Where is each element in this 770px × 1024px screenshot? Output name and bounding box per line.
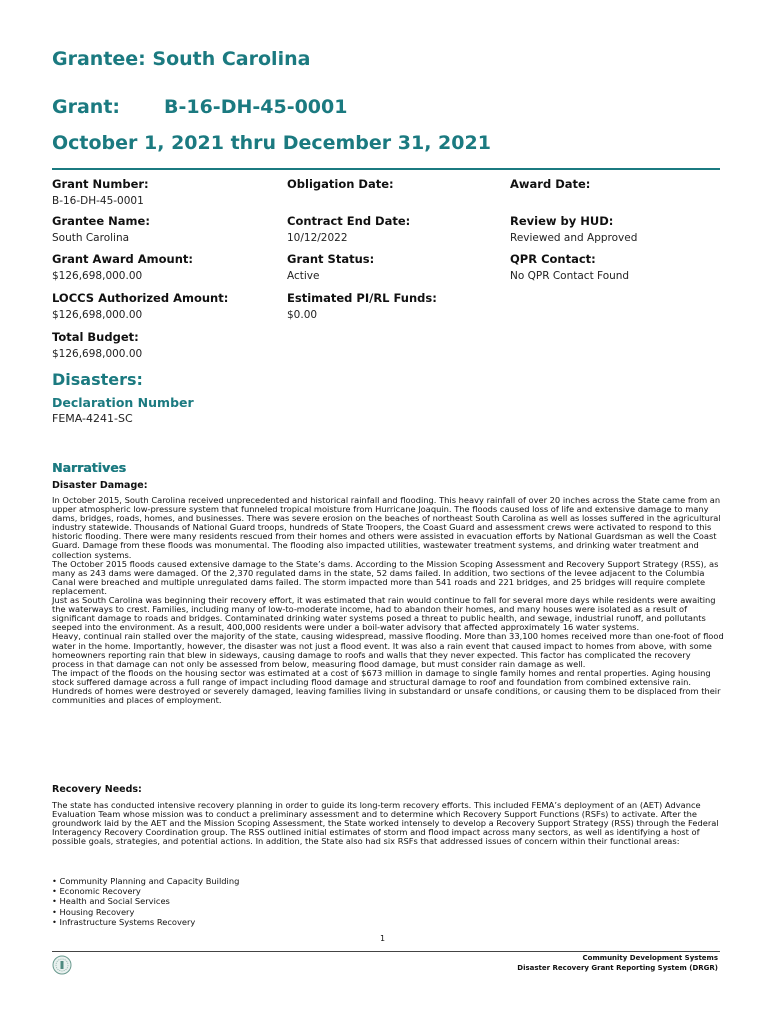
grantee-name-value: South Carolina [52,232,130,244]
grant-label: Grant: [52,96,120,118]
loccs-value: $126,698,000.00 [52,309,143,321]
loccs-field [52,291,228,321]
disaster-damage-heading: Disaster Damage: [52,480,148,491]
qpr-contact-label: QPR Contact: [510,252,596,266]
header-divider [52,168,720,170]
list-item: • Economic Recovery [52,886,141,897]
award-date-field [510,177,590,195]
recovery-needs-text [52,801,724,846]
footer-line-1: Community Development Systems [582,954,718,962]
footer-divider [52,951,720,952]
grant-number-field [52,177,149,207]
declaration-value: FEMA-4241-SC [52,412,133,425]
contract-end-field [287,214,410,244]
total-budget-value: $126,698,000.00 [52,348,143,360]
grantee-title: Grantee: South Carolina [52,48,311,70]
recovery-function-list [52,876,239,927]
contract-end-label: Contract End Date: [287,214,411,228]
list-item: • Infrastructure Systems Recovery [52,916,196,927]
grantee-name-field [52,214,150,244]
grant-status-label: Grant Status: [287,252,375,266]
total-budget-label: Total Budget: [52,330,139,344]
award-amount-field [52,252,193,282]
total-budget-field [52,330,142,360]
qpr-contact-field [510,252,629,282]
list-item: • Health and Social Services [52,896,170,907]
grant-number-value: B-16-DH-45-0001 [52,195,144,207]
loccs-label: LOCCS Authorized Amount: [52,291,229,305]
review-label: Review by HUD: [510,214,614,228]
qpr-contact-value: No QPR Contact Found [510,270,630,282]
page-number: 1 [380,934,386,943]
award-date-label: Award Date: [510,177,591,191]
damage-paragraph: Heavy, continual rain stalled over the majority of the state, causing widespread, massive flooding. More than 33,100 homes received more than one-foot of flood water in the home. Importantly, however, the disaster was not just a flood event. It was also a rain event that caused impact to homes from above, with some homeowners reporting rain that blew in sideways, causing damage to roofs and walls that they never expected. This factor has complicated the recovery process in that damage can not only be assessed from below, measuring flood damage, but must consider rain damage as well. [52,631,724,669]
disaster-damage-text [52,496,724,705]
recovery-needs-heading: Recovery Needs: [52,784,142,795]
grant-status-field [287,252,374,282]
damage-paragraph: In October 2015, South Carolina received unprecedented and historical rainfall and flooding. This heavy rainfall of over 20 inches across the State came from an upper atmospheric low-pressure system that funneled tropical moisture from Hurricane Joaquin. The floods caused loss of life and extensive damage to many dams, bridges, roads, homes, and businesses. There was severe erosion on the beaches of northeast South Carolina as well as losses suffered in the agricultural industry statewide. Thousands of National Guard troops, hundreds of State Troopers, the Coast Guard and assessment crews were activated to respond to this historic flooding. There were many residents rescued from their homes and others were assisted in evacuation efforts by National Guardsman as well the Coast Guard. Damage from these floods was monumental. The flooding also impacted utilities, wastewater treatment systems, and drinking water treatment and collection systems. [52,495,721,560]
period-title: October 1, 2021 thru December 31, 2021 [52,132,491,154]
damage-paragraph: Just as South Carolina was beginning their recovery effort, it was estimated that rain would continue to fall for several more days while residents were awaiting the waterways to crest. Families, including many of low-to-moderate income, had to abandon their homes, and many houses were isolated as a result of significant damage to roads and bridges. Contaminated drinking water systems posed a threat to public health, and sewage, industrial runoff, and pollutants seeped into the environment. As a result, 400,000 residents were under a boil-water advisory that affected approximately 16 water systems. [52,595,716,633]
review-value: Reviewed and Approved [510,232,638,244]
damage-paragraph: The impact of the floods on the housing sector was estimated at a cost of $673 million in damage to single family homes and rental properties. Aging housing stock suffered damage across a full range of impact including flood damage and structural damage to roof and foundation from combined extensive rain. Hundreds of homes were destroyed or severely damaged, leaving families living in substandard or unsafe conditions, or causing them to be displaced from their communities and places of employment. [52,667,721,706]
grant-number-label: Grant Number: [52,177,149,191]
footer-line-2: Disaster Recovery Grant Reporting System (DRGR) [517,964,718,972]
recovery-paragraph: The state has conducted intensive recovery planning in order to guide its long-term recovery efforts. This included FEMA’s deployment of an (AET) Advance Evaluation Team whose mission was to conduct a preliminary assessment and to determine which Recovery Support Functions (RSFs) to activate. After the groundwork laid by the AET and the Mission Scoping Assessment, the State worked intensely to develop a Recovery Support Strategy (RSS) through the Federal Interagency Recovery Coordination group. The RSS outlined initial estimates of storm and flood impact across many sectors, as well as identifying a host of possible goals, strategies, and potential actions. In addition, the State also had six RSFs that addressed issues of concern within their functional areas: [52,800,719,847]
pirl-value: $0.00 [287,309,318,321]
list-item: • Community Planning and Capacity Building [52,876,240,886]
award-amount-label: Grant Award Amount: [52,252,194,266]
review-field [510,214,637,244]
grant-status-value: Active [287,270,320,282]
contract-end-value: 10/12/2022 [287,232,348,244]
pirl-label: Estimated PI/RL Funds: [287,291,437,305]
list-item: • Housing Recovery [52,906,135,917]
pirl-field [287,291,437,321]
hud-seal-icon [52,955,72,975]
grantee-name-label: Grantee Name: [52,214,150,228]
narratives-heading: Narratives [52,460,126,475]
declaration-heading: Declaration Number [52,395,194,410]
disasters-heading: Disasters: [52,370,143,389]
obligation-date-field [287,177,394,195]
obligation-date-label: Obligation Date: [287,177,394,191]
damage-paragraph: The October 2015 floods caused extensive damage to the State’s dams. According to the Mission Scoping Assessment and Recovery Support Strategy (RSS), as many as 243 dams were damaged. Of the 2,370 regulated dams in the state, 52 dams failed. In addition, two sections of the levee adjacent to the Columbia Canal were breached and multiple unregulated dams failed. The storm impacted more than 541 roads and 221 bridges, and 25 bridges will require complete replacement. [52,558,719,596]
grant-title [52,96,348,118]
grant-number-title: B-16-DH-45-0001 [164,96,348,118]
award-amount-value: $126,698,000.00 [52,270,143,282]
